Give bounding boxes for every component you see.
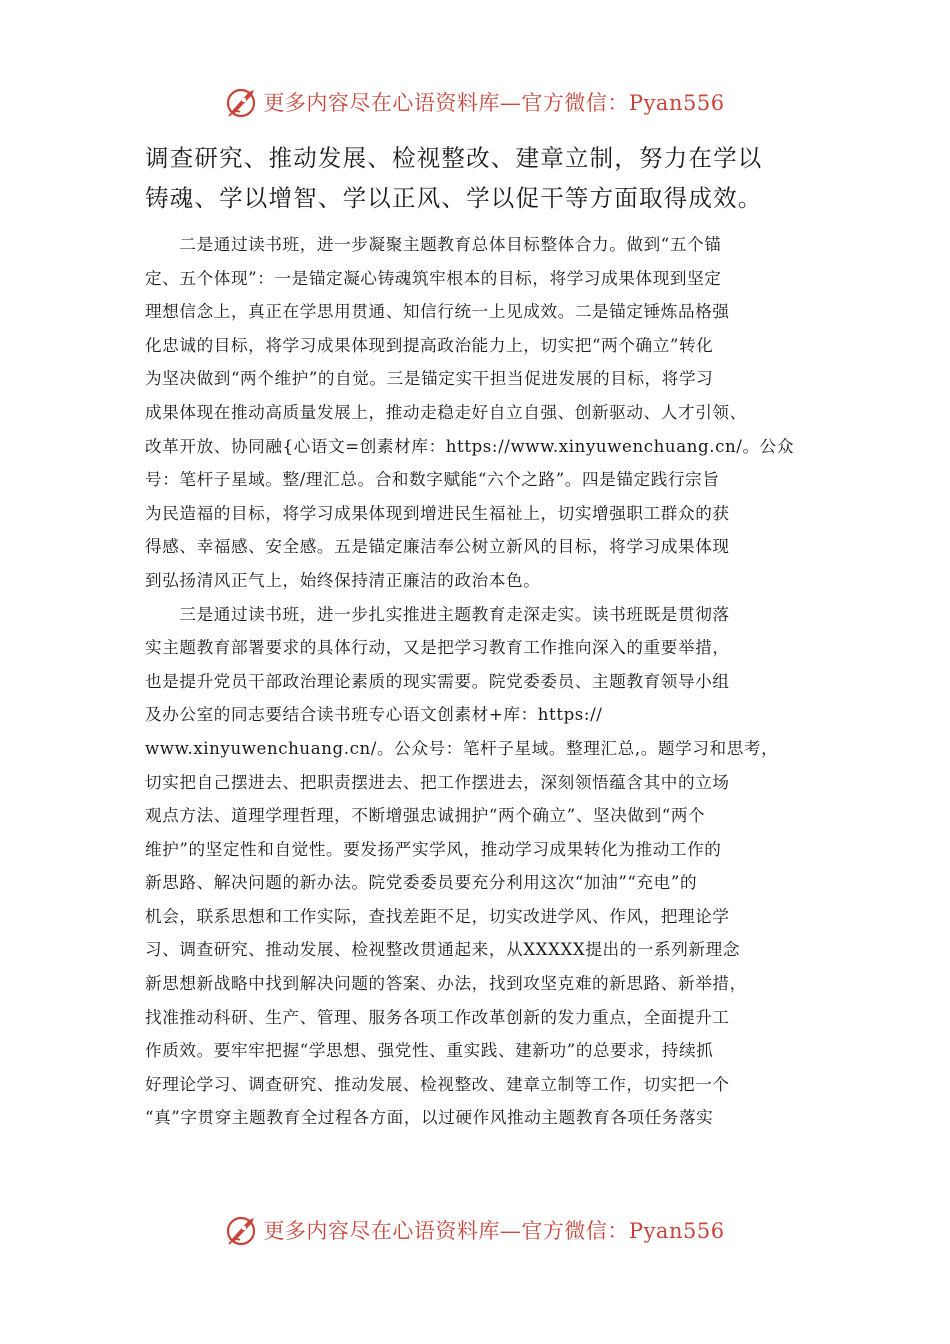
text-line: 为民造福的目标，将学习成果体现到增进民生福祉上，切实增强职工群众的获 — [145, 503, 730, 523]
pen-nib-circle-icon — [225, 85, 259, 119]
pen-nib-circle-icon — [225, 1213, 259, 1247]
header-banner-text: 更多内容尽在心语资料库—官方微信：Pyan556 — [263, 91, 725, 115]
text-line: 三是通过读书班，进一步扎实推进主题教育走深走实。读书班既是贯彻落 — [145, 604, 730, 624]
text-line: “真”字贯穿主题教育全过程各方面，以过硬作风推动主题教育各项任务落实 — [145, 1108, 714, 1128]
lead-line: 铸魂、学以增智、学以正风、学以促干等方面取得成效。 — [145, 184, 763, 212]
text-line: 化忠诚的目标，将学习成果体现到提高政治能力上，切实把“两个确立”转化 — [145, 335, 714, 355]
text-line: 到弘扬清风正气上，始终保持清正廉洁的政治本色。 — [145, 570, 541, 590]
footer-banner[interactable] — [0, 1210, 950, 1250]
text-line: 习、调查研究、推动发展、检视整改贯通起来，从XXXXX提出的一系列新理念 — [145, 940, 741, 960]
text-line: 新思想新战略中找到解决问题的答案、办法，找到攻坚克难的新思路、新举措， — [145, 974, 747, 994]
text-line: 观点方法、道理学理哲理，不断增强忠诚拥护“两个确立”、坚决做到“两个 — [145, 806, 706, 826]
text-line: 新思路、解决问题的新办法。院党委委员要充分利用这次“加油”“充电”的 — [145, 873, 698, 893]
body-text — [145, 228, 810, 1135]
lead-paragraph — [145, 138, 815, 218]
text-line: 定、五个体现”：一是锚定凝心铸魂筑牢根本的目标，将学习成果体现到坚定 — [145, 268, 722, 288]
text-line: 切实把自己摆进去、把职责摆进去、把工作摆进去，深刻领悟蕴含其中的立场 — [145, 772, 730, 792]
text-line: 维护”的坚定性和自觉性。要发扬严实学风，推动学习成果转化为推动工作的 — [145, 839, 722, 859]
text-line: 成果体现在推动高质量发展上，推动走稳走好自立自强、创新驱动、人才引领、 — [145, 402, 747, 422]
text-line: 二是通过读书班，进一步凝聚主题教育总体目标整体合力。做到“五个锚 — [145, 235, 722, 254]
lead-line: 调查研究、推动发展、检视整改、建章立制，努力在学以 — [145, 144, 763, 172]
text-line: 及办公室的同志要结合读书班专心语文创素材+库：https:// — [145, 705, 603, 725]
text-line: 也是提升党员干部政治理论素质的现实需要。院党委委员、主题教育领导小组 — [145, 671, 730, 691]
header-banner[interactable] — [0, 82, 950, 122]
text-line: 得感、幸福感、安全感。五是锚定廉洁奉公树立新风的目标，将学习成果体现 — [145, 537, 730, 557]
text-line: 为坚决做到“两个维护”的自觉。三是锚定实干担当促进发展的目标，将学习 — [145, 369, 714, 389]
text-line: 好理论学习、调查研究、推动发展、检视整改、建章立制等工作，切实把一个 — [145, 1074, 730, 1094]
text-line: 理想信念上，真正在学思用贯通、知信行统一上见成效。二是锚定锤炼品格强 — [145, 302, 730, 322]
text-line: 号：笔杆子星域。整/理汇总。合和数字赋能“六个之路”。四是锚定践行宗旨 — [145, 470, 720, 490]
text-line: 改革开放、协同融{心语文=创素材库：https://www.xinyuwenchuang.cn/。公众 — [145, 436, 795, 456]
text-line: www.xinyuwenchuang.cn/。公众号：笔杆子星域。整理汇总,。题学习和思考， — [145, 738, 779, 758]
text-line: 找准推动科研、生产、管理、服务各项工作改革创新的发力重点，全面提升工 — [145, 1007, 730, 1027]
text-line: 机会，联系思想和工作实际，查找差距不足，切实改进学风、作风，把理论学 — [145, 906, 730, 926]
text-line: 实主题教育部署要求的具体行动，又是把学习教育工作推向深入的重要举措， — [145, 638, 730, 658]
text-line: 作质效。要牢牢把握“学思想、强党性、重实践、建新功”的总要求，持续抓 — [145, 1041, 714, 1061]
footer-banner-text: 更多内容尽在心语资料库—官方微信：Pyan556 — [263, 1219, 725, 1243]
